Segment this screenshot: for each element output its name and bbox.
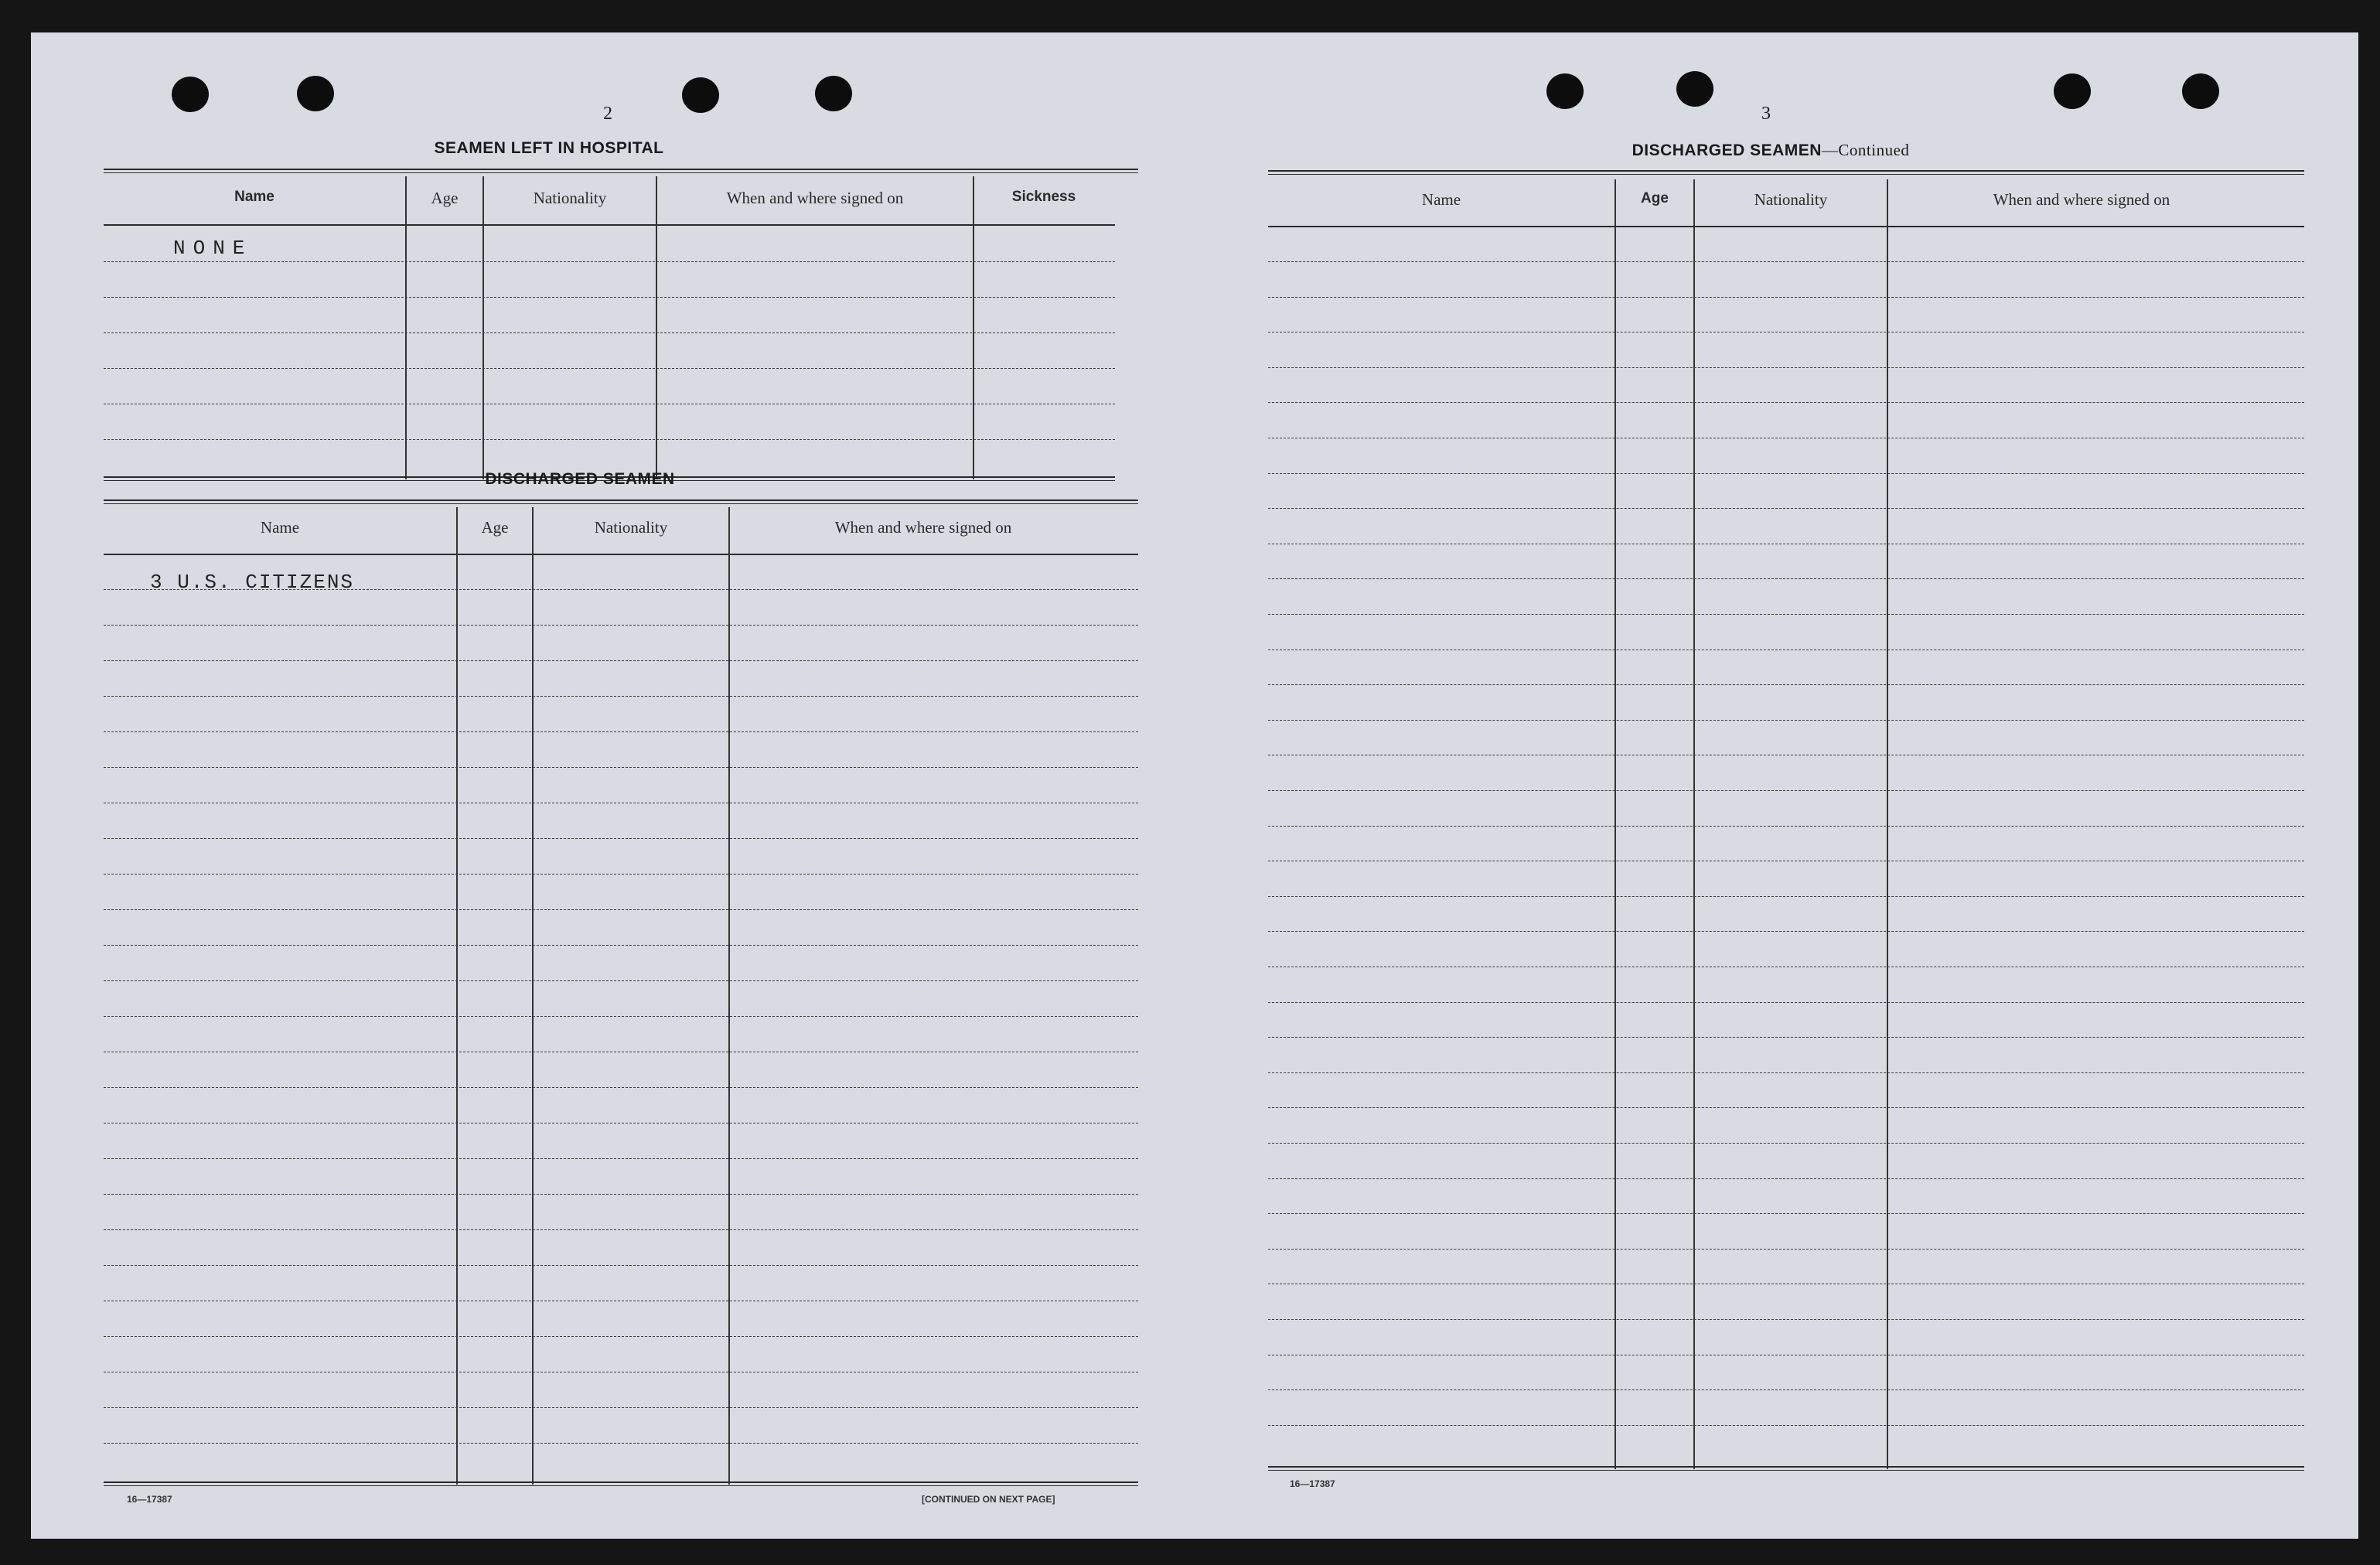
ruled-line — [1268, 1143, 2304, 1144]
ruled-line — [104, 731, 1138, 732]
ruled-line — [104, 368, 1115, 369]
right-divider — [1615, 179, 1616, 1469]
hospital-divider — [656, 176, 657, 479]
right-table-bottom-rule — [1268, 1466, 2304, 1471]
ruled-line — [1268, 1107, 2304, 1108]
page-number-right: 3 — [1761, 104, 1771, 124]
hospital-col-name: Name — [234, 189, 274, 205]
form-number-right: 16—17387 — [1290, 1478, 1335, 1489]
ruled-line — [1268, 614, 2304, 615]
ruled-line — [1268, 1002, 2304, 1003]
right-table-top-rule — [1268, 170, 2304, 175]
ruled-line — [104, 332, 1115, 333]
form-sheet — [31, 32, 2358, 1539]
hospital-entry: NONE — [173, 237, 253, 260]
ruled-line — [104, 1229, 1138, 1230]
ruled-line — [104, 909, 1138, 910]
ruled-line — [1268, 297, 2304, 298]
ruled-line — [1268, 367, 2304, 368]
ruled-line — [1268, 1072, 2304, 1073]
ruled-line — [1268, 508, 2304, 509]
right-header-rule — [1268, 226, 2304, 227]
hospital-table-top-rule — [104, 169, 1138, 173]
punch-hole — [297, 76, 334, 111]
ruled-line — [1268, 473, 2304, 474]
punch-hole — [682, 77, 719, 113]
right-divider — [1693, 179, 1695, 1469]
title-main: DISCHARGED SEAMEN — [1632, 141, 1822, 159]
ruled-line — [104, 1407, 1138, 1408]
ruled-line — [104, 838, 1138, 839]
punch-hole — [2182, 73, 2219, 109]
discharged-table-top-rule — [104, 500, 1138, 504]
discharged-divider — [532, 507, 534, 1485]
ruled-line — [1268, 1178, 2304, 1179]
hospital-col-nationality: Nationality — [533, 189, 607, 207]
ruled-line — [104, 1194, 1138, 1195]
ruled-line — [1268, 1037, 2304, 1038]
hospital-divider — [405, 176, 407, 479]
ruled-line — [1268, 402, 2304, 403]
hospital-divider — [973, 176, 974, 479]
discharged-section-title: DISCHARGED SEAMEN — [485, 470, 675, 488]
ruled-line — [1268, 578, 2304, 579]
ruled-line — [104, 767, 1138, 768]
ruled-line — [1268, 684, 2304, 685]
punch-hole — [172, 77, 209, 112]
ruled-line — [1268, 790, 2304, 791]
hospital-col-signed-on: When and where signed on — [726, 189, 904, 207]
right-col-age: Age — [1641, 190, 1669, 206]
ruled-line — [1268, 826, 2304, 827]
hospital-section-title: SEAMEN LEFT IN HOSPITAL — [434, 139, 664, 157]
ruled-line — [104, 297, 1115, 298]
punch-hole — [1676, 71, 1713, 107]
ruled-line — [104, 874, 1138, 875]
discharged-col-nationality: Nationality — [594, 518, 668, 537]
discharged-col-age: Age — [481, 518, 509, 537]
right-col-nationality: Nationality — [1754, 190, 1828, 209]
ruled-line — [104, 945, 1138, 946]
punch-hole — [815, 76, 852, 111]
continued-note: [CONTINUED ON NEXT PAGE] — [922, 1494, 1055, 1505]
ruled-line — [104, 439, 1115, 440]
ruled-line — [104, 1265, 1138, 1266]
discharged-col-signed-on: When and where signed on — [834, 518, 1012, 537]
ruled-line — [104, 261, 1115, 262]
ruled-line — [104, 1087, 1138, 1088]
ruled-line — [104, 696, 1138, 697]
ruled-line — [1268, 720, 2304, 721]
ruled-line — [1268, 931, 2304, 932]
discharged-header-rule — [104, 554, 1138, 555]
hospital-header-rule — [104, 224, 1115, 226]
ruled-line — [1268, 1213, 2304, 1214]
discharged-divider — [728, 507, 730, 1485]
discharged-continued-title — [1531, 141, 2010, 160]
hospital-col-sickness: Sickness — [1011, 189, 1076, 205]
ruled-line — [1268, 261, 2304, 262]
ruled-line — [104, 1158, 1138, 1159]
right-col-signed-on: When and where signed on — [1993, 190, 2170, 209]
right-col-name: Name — [1421, 190, 1461, 209]
page-number-left: 2 — [603, 104, 612, 124]
discharged-table-bottom-rule — [104, 1481, 1138, 1486]
discharged-entry: 3 U.S. CITIZENS — [150, 571, 355, 594]
ruled-line — [104, 660, 1138, 661]
ruled-line — [1268, 1319, 2304, 1320]
ruled-line — [104, 1443, 1138, 1444]
ruled-line — [1268, 1249, 2304, 1250]
hospital-col-age: Age — [431, 189, 459, 207]
ruled-line — [1268, 1389, 2304, 1390]
title-suffix: —Continued — [1821, 141, 1910, 159]
ruled-line — [104, 980, 1138, 981]
ruled-line — [1268, 1425, 2304, 1426]
discharged-divider — [456, 507, 458, 1485]
form-number-left: 16—17387 — [127, 1494, 172, 1505]
right-divider — [1887, 179, 1888, 1469]
punch-hole — [2054, 73, 2091, 109]
discharged-col-name: Name — [260, 518, 300, 537]
punch-hole — [1546, 73, 1584, 109]
ruled-line — [1268, 896, 2304, 897]
ruled-line — [104, 1336, 1138, 1337]
ruled-line — [104, 1016, 1138, 1017]
hospital-divider — [482, 176, 484, 479]
ruled-line — [104, 625, 1138, 626]
